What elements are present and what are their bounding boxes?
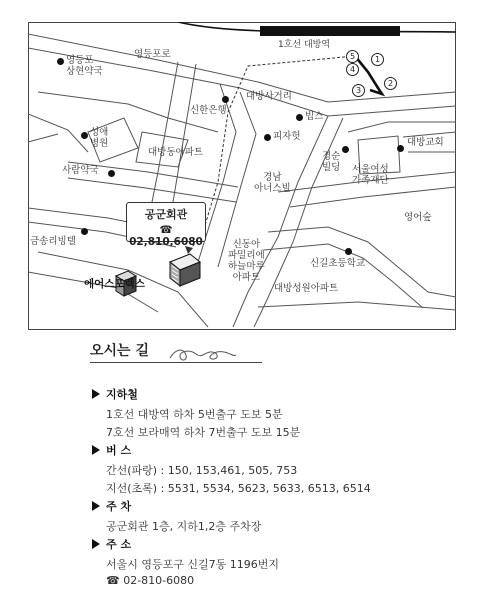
place-singil-elementary: 신길초등학교: [310, 258, 366, 269]
street-daebang-crossroad: 대방사거리: [246, 91, 292, 102]
address-line-1: 서울시 영등포구 신길7동 1196번지: [106, 558, 279, 571]
place-bips: 빕스: [305, 111, 324, 122]
subway-line-1: 1호선 대방역 하차 5번출구 도보 5분: [106, 408, 283, 421]
exit-2-marker: 2: [384, 77, 397, 90]
street-daebang-seongwon-apt: 대방성원아파트: [274, 283, 339, 294]
marker-dot: [57, 58, 64, 65]
section-heading: 버 스: [106, 444, 132, 457]
section-heading: 주 소: [106, 538, 132, 551]
place-seoul-womens-foundation: 서울여성 가족재단: [352, 164, 389, 186]
address-phone: 02-810-6080: [123, 574, 195, 587]
bus-line-1: 간선(파랑) : 150, 153,461, 505, 753: [106, 464, 298, 477]
place-shinhan-bank: 신한은행: [190, 105, 227, 116]
bullet-triangle-icon: [92, 539, 100, 549]
air-force-hall-phone: 02,810,6080: [129, 236, 203, 248]
subway-station-label: 1호선 대방역: [278, 40, 331, 50]
place-saram-pharmacy: 사람약국: [62, 165, 99, 176]
section-heading: 지하철: [106, 388, 138, 401]
place-daebang-church: 대방교회: [407, 137, 444, 148]
phone-icon: ☎: [106, 574, 120, 587]
section-bus: [92, 442, 131, 458]
phone-icon: ☎: [159, 224, 173, 236]
place-seongae-hospital: 성애 병원: [90, 127, 109, 149]
marker-dot: [264, 134, 271, 141]
marker-dot: [345, 248, 352, 255]
section-address: [92, 536, 131, 552]
marker-dot: [222, 96, 229, 103]
marker-dot: [342, 146, 349, 153]
marker-dot: [397, 145, 404, 152]
place-gyeongnam-annex: 경남 아너스빌: [254, 172, 291, 194]
exit-5-marker: 5: [346, 50, 359, 63]
bullet-triangle-icon: [92, 501, 100, 511]
bullet-triangle-icon: [92, 389, 100, 399]
air-force-hall-building-icon: [166, 248, 206, 288]
marker-dot: [108, 170, 115, 177]
place-geumsongri-hotel: 금송리빙텔: [30, 236, 76, 247]
bus-line-2: 지선(초록) : 5531, 5534, 5623, 5633, 6513, 6514: [106, 482, 371, 495]
place-yeongdeungpo-pharmacy: 영등포 상현약국: [66, 55, 103, 77]
street-yeongdeungporo: 영등포로: [134, 49, 171, 60]
address-phone-row: [106, 574, 194, 587]
marker-dot: [296, 114, 303, 121]
subway-platform: [260, 26, 400, 36]
section-parking: [92, 498, 131, 514]
place-pizza-hut: 피자헛: [273, 131, 301, 142]
section-heading: 주 차: [106, 500, 132, 513]
bullet-triangle-icon: [92, 445, 100, 455]
air-force-hall-callout: [126, 202, 206, 248]
exit-1-marker: 1: [371, 53, 384, 66]
place-gyeongsun-bldg: 경순 빌딩: [322, 151, 341, 173]
place-air-force-plex: 에어스포렉스: [84, 278, 145, 290]
exit-4-marker: 4: [346, 63, 359, 76]
parking-line-1: 공군회관 1층, 지하1,2층 주차장: [106, 520, 262, 533]
place-daebangdong-apt: 대방동아파트: [148, 147, 204, 158]
street-yeongeo-sup: 영어숲: [404, 212, 432, 223]
directions-title-rule: [90, 362, 262, 363]
place-shindonga-apt: 신동아 파밀리에 하늘마루 아파트: [228, 239, 265, 283]
location-map: [28, 22, 456, 330]
marker-dot: [81, 228, 88, 235]
section-subway: [92, 386, 138, 402]
air-force-hall-name: 공군회관: [144, 208, 188, 221]
directions-panel: [90, 340, 450, 587]
marker-dot: [81, 132, 88, 139]
air-force-hall-phone-row: [127, 224, 205, 248]
subway-line-2: 7호선 보라매역 하차 7번출구 도보 15분: [106, 426, 301, 439]
directions-title: 오시는 길: [90, 343, 149, 359]
exit-3-marker: 3: [352, 84, 365, 97]
